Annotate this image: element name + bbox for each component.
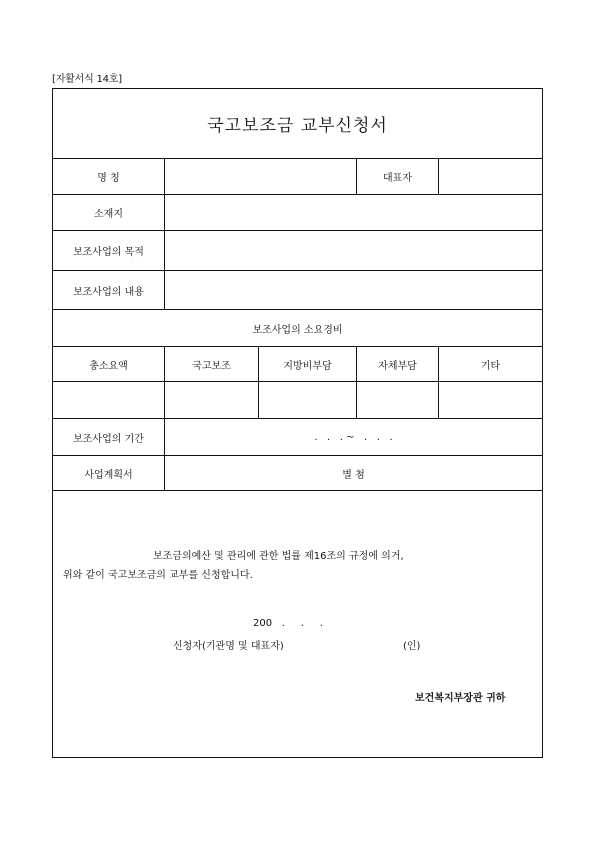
field-other[interactable] [438, 382, 542, 418]
statement-line-2: 위와 같이 국고보조금의 교부를 신청합니다. [63, 570, 253, 581]
header-total-amount: 총소요액 [89, 360, 128, 372]
label-required-costs: 보조사업의 소요경비 [252, 324, 343, 336]
form-title: 국고보조금 교부신청서 [53, 89, 542, 159]
header-other: 기타 [438, 347, 542, 381]
field-name[interactable] [164, 159, 356, 194]
row-content [53, 271, 542, 310]
recipient: 보건복지부장관 귀하 [415, 693, 506, 704]
label-representative: 대표자 [356, 159, 438, 194]
field-location[interactable] [164, 195, 542, 230]
seal-mark: (인) [403, 641, 421, 652]
label-business-plan: 사업계획서 [84, 469, 133, 481]
header-self-share: 자체부담 [356, 347, 438, 381]
field-national-subsidy[interactable] [164, 382, 258, 418]
field-total-amount[interactable] [53, 382, 164, 418]
label-purpose: 보조사업의 목적 [73, 247, 144, 258]
label-content: 보조사업의 내용 [73, 286, 144, 298]
header-national-subsidy: 국고보조 [164, 347, 258, 381]
row-period [53, 419, 542, 456]
form-number: [자활서식 14호] [52, 74, 123, 85]
row-purpose [53, 231, 542, 271]
row-name [53, 159, 542, 195]
application-form [52, 88, 543, 758]
row-required-costs [53, 310, 542, 347]
label-period: 보조사업의 기간 [73, 433, 144, 445]
field-purpose[interactable] [164, 231, 542, 270]
field-representative[interactable] [438, 159, 542, 194]
row-cost-headers [53, 347, 542, 382]
row-location [53, 195, 542, 231]
label-location: 소재지 [94, 209, 123, 220]
statement-line-1: 보조금의예산 및 관리에 관한 법률 제16조의 규정에 의거, [153, 551, 404, 562]
row-business-plan [53, 456, 542, 491]
row-cost-values [53, 382, 542, 419]
field-content[interactable] [164, 271, 542, 309]
application-date[interactable]: 200 . . . [253, 618, 323, 629]
field-local-share[interactable] [258, 382, 356, 418]
applicant-label: 신청자(기관명 및 대표자) [173, 641, 284, 652]
header-local-share: 지방비부담 [258, 347, 356, 381]
field-self-share[interactable] [356, 382, 438, 418]
field-business-plan: 별 첨 [164, 456, 542, 490]
label-name: 명 칭 [97, 173, 120, 184]
field-period[interactable]: . . . ~ . . . [164, 419, 542, 455]
